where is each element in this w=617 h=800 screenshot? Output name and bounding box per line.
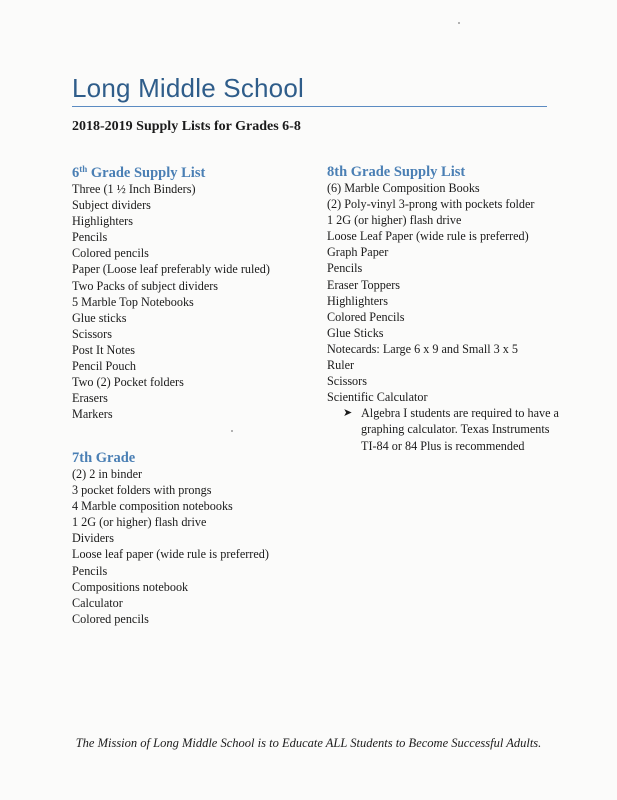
scan-speck [458, 22, 460, 24]
list-item: Pencil Pouch [72, 359, 136, 374]
grade6-section [72, 165, 322, 422]
list-item: Loose leaf paper (wide rule is preferred) [72, 547, 269, 562]
arrow-bullet-icon: ➤ [343, 406, 353, 420]
grade8-heading: 8th Grade Supply List [327, 164, 466, 180]
list-item: Two Packs of subject dividers [72, 278, 219, 293]
title-divider [72, 106, 547, 107]
mission-statement: The Mission of Long Middle School is to Educate ALL Students to Become Successful Adults. [75, 736, 542, 750]
list-item: Scissors [72, 326, 112, 341]
list-item: Colored pencils [72, 246, 149, 261]
list-item: Compositions notebook [72, 579, 189, 594]
grade6-list [72, 181, 322, 422]
list-item: (2) Poly-vinyl 3-prong with pockets folder [327, 197, 535, 212]
list-item: Calculator [72, 595, 123, 610]
list-item: Scissors [327, 374, 367, 389]
list-item: Ruler [327, 358, 355, 373]
list-item: Three (1 ½ Inch Binders) [72, 182, 196, 196]
grade6-heading [72, 165, 322, 181]
calculator-note [343, 405, 561, 453]
scan-speck [231, 430, 233, 432]
grade8-list [327, 180, 559, 405]
list-item: Graph Paper [327, 245, 389, 260]
list-item: Erasers [72, 391, 108, 406]
list-item: Pencils [72, 563, 108, 578]
list-item: Glue sticks [72, 310, 127, 325]
grade7-heading: 7th Grade [72, 450, 136, 466]
list-item: Pencils [327, 261, 363, 276]
list-item: Colored Pencils [327, 309, 405, 324]
list-item: Dividers [72, 531, 114, 546]
document-subtitle: 2018-2019 Supply Lists for Grades 6-8 [72, 119, 301, 134]
list-item: Pencils [72, 230, 108, 245]
list-item: Colored pencils [72, 611, 149, 626]
list-item: Glue Sticks [327, 325, 384, 340]
list-item: Markers [72, 407, 113, 422]
grade8-section [327, 164, 559, 454]
list-item: Eraser Toppers [327, 277, 401, 292]
grade6-heading-ordinal: th [79, 164, 88, 174]
list-item: Paper (Loose leaf preferably wide ruled) [72, 262, 270, 277]
calculator-note-text: Algebra I students are required to have a graphing calculator. Texas Instruments TI-84 or 84 Plus is recommended [361, 406, 559, 453]
list-item: 3 pocket folders with prongs [72, 483, 212, 498]
list-item: (2) 2 in binder [72, 467, 143, 481]
grade6-heading-number: 6 [72, 165, 80, 181]
list-item: Notecards: Large 6 x 9 and Small 3 x 5 [327, 341, 519, 356]
grade6-heading-text: Grade Supply List [87, 165, 206, 181]
list-item: 1 2G (or higher) flash drive [72, 515, 207, 530]
list-item: Post It Notes [72, 342, 135, 357]
list-item: Highlighters [327, 293, 388, 308]
list-item: Subject dividers [72, 198, 151, 213]
list-item: 1 2G (or higher) flash drive [327, 213, 462, 228]
grade7-list [72, 466, 322, 627]
list-item: (6) Marble Composition Books [327, 181, 480, 195]
list-item: Loose Leaf Paper (wide rule is preferred) [327, 229, 529, 244]
list-item: 5 Marble Top Notebooks [72, 294, 194, 309]
list-item: Two (2) Pocket folders [72, 375, 184, 390]
school-title: Long Middle School [72, 73, 304, 103]
grade7-section [72, 450, 322, 627]
list-item: Highlighters [72, 214, 133, 229]
list-item: 4 Marble composition notebooks [72, 499, 233, 514]
list-item: Scientific Calculator [327, 390, 428, 405]
